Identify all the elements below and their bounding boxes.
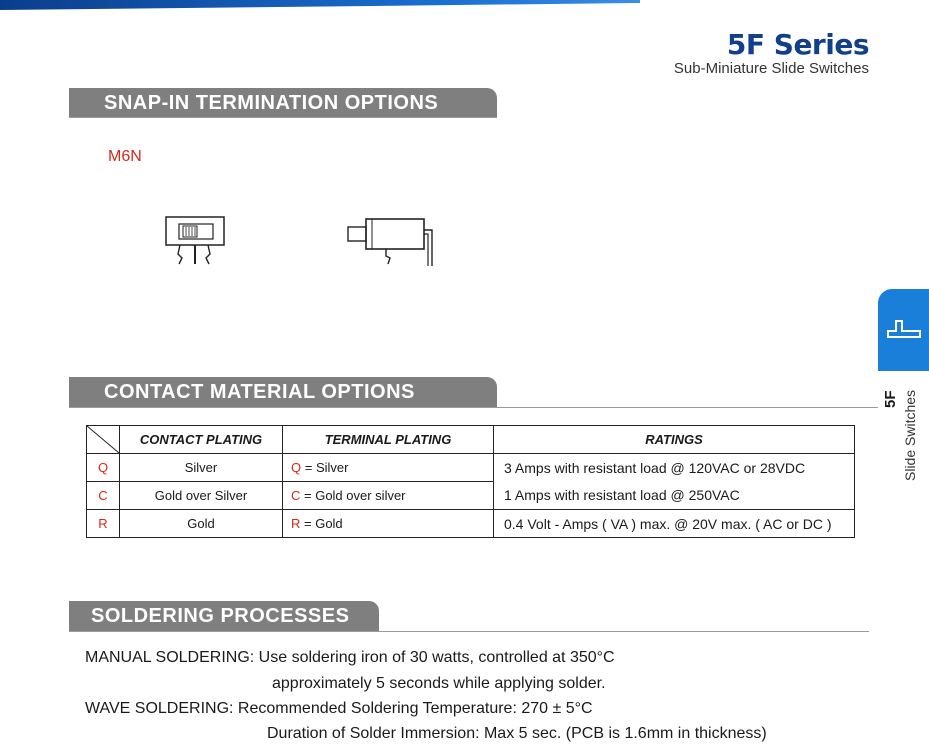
terminal-text: = Gold over silver <box>300 488 406 503</box>
manual-soldering-line <box>85 649 615 667</box>
column-header: TERMINAL PLATING <box>283 426 494 454</box>
soldering-heading: SOLDERING PROCESSES <box>69 601 379 631</box>
row-code: R <box>87 510 120 538</box>
side-tab <box>878 289 929 371</box>
table-row <box>87 482 855 510</box>
column-header: RATINGS <box>494 426 855 454</box>
table-row <box>87 454 855 482</box>
terminal-plating <box>283 482 494 510</box>
terminal-code: Q <box>291 460 302 475</box>
switch-side-view-drawing <box>342 214 436 270</box>
contact-material-table <box>86 425 855 538</box>
side-code: 5F <box>882 390 899 408</box>
corner-cell <box>87 426 120 454</box>
terminal-text: = Gold <box>300 516 343 531</box>
row-code: Q <box>87 454 120 482</box>
table-header-row <box>87 426 855 454</box>
contact-plating: Gold <box>120 510 283 538</box>
side-label: Slide Switches <box>902 390 918 482</box>
contact-plating: Silver <box>120 454 283 482</box>
terminal-text: = Silver <box>301 460 349 475</box>
manual-soldering-text: Use soldering iron of 30 watts, controlled at 350°C <box>258 649 615 666</box>
table-row <box>87 510 855 538</box>
contact-rule <box>69 407 869 408</box>
terminal-plating <box>283 454 494 482</box>
soldering-rule <box>69 631 869 632</box>
model-code: M6N <box>108 148 142 165</box>
terminal-code: C <box>291 488 301 503</box>
switch-front-view-drawing <box>162 214 228 270</box>
terminal-plating <box>283 510 494 538</box>
terminal-code: R <box>291 516 301 531</box>
slide-switch-icon <box>884 315 924 345</box>
column-header: CONTACT PLATING <box>120 426 283 454</box>
contact-plating: Gold over Silver <box>120 482 283 510</box>
wave-soldering-line-2: Duration of Solder Immersion: Max 5 sec. (PCB is 1.6mm in thickness) <box>267 725 767 742</box>
side-label-block <box>882 390 922 500</box>
manual-soldering-line-2: approximately 5 seconds while applying solder. <box>272 675 606 692</box>
wave-soldering-label: WAVE SOLDERING: <box>85 700 234 717</box>
series-title: 5F Series <box>726 28 869 61</box>
side-rule <box>866 407 878 408</box>
row-code: C <box>87 482 120 510</box>
diagonal-slash-icon <box>87 426 119 453</box>
rating: 1 Amps with resistant load @ 250VAC <box>494 482 855 510</box>
manual-soldering-label: MANUAL SOLDERING: <box>85 649 255 666</box>
contact-heading: CONTACT MATERIAL OPTIONS <box>69 377 497 407</box>
snap-in-rule <box>69 117 497 118</box>
series-subtitle: Sub-Miniature Slide Switches <box>673 60 869 77</box>
top-banner-bar <box>0 0 640 10</box>
rating: 3 Amps with resistant load @ 120VAC or 28VDC <box>494 454 855 482</box>
rating: 0.4 Volt - Amps ( VA ) max. @ 20V max. ( AC or DC ) <box>494 510 855 538</box>
snap-in-heading: SNAP-IN TERMINATION OPTIONS <box>69 88 497 118</box>
wave-soldering-text: Recommended Soldering Temperature: 270 ± 5°C <box>237 700 593 717</box>
wave-soldering-line <box>85 700 593 718</box>
